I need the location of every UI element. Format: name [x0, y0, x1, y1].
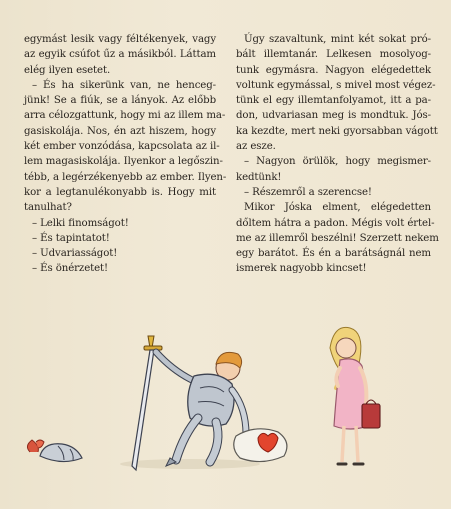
- left-column-text-line: – Udvariasságot!: [32, 248, 118, 260]
- right-column-text-line: ismerek nagyobb kincset!: [236, 263, 367, 275]
- right-column-text-line: egy barátot. És én a barátságnál nem: [236, 248, 431, 260]
- right-column-text-line: kedtünk!: [236, 171, 282, 183]
- pillow-with-heart-icon: [234, 429, 287, 462]
- left-column-text-line: jünk! Se a fiúk, se a lányok. Az előbb: [24, 95, 216, 107]
- right-column-text-line: me az illemről beszélni! Szerzett nekem: [236, 232, 439, 244]
- left-column-text-line: tébb, a legérzékenyebb az ember. Ilyen-: [24, 171, 227, 183]
- knight-figure: [156, 352, 246, 466]
- left-column-text-line: két ember vonzódása, kapcsolata az il-: [24, 141, 220, 153]
- left-column-text-line: kor a legtanulékonyabb is. Hogy mit: [24, 186, 216, 198]
- left-column-text-line: gasiskolája. Nos, én azt hiszem, hogy: [24, 125, 216, 137]
- helmet-on-ground-icon: [27, 440, 82, 462]
- right-column-text-line: ka kezdte, mert neki gyorsabban vágott: [236, 125, 438, 137]
- right-column-text-line: Mikor Jóska elment, elégedetten: [244, 202, 431, 214]
- left-text-column: [24, 32, 227, 277]
- girl-figure: [330, 327, 380, 464]
- left-column-text-line: az egyik csúfot űz a másikból. Láttam: [24, 49, 216, 61]
- knight-and-girl-illustration: [0, 318, 451, 509]
- left-column-text-line: – Lelki finomságot!: [32, 217, 129, 229]
- left-column-text-line: arra célozgattunk, hogy mi az illem ma-: [24, 110, 226, 122]
- right-column-text-line: Úgy szavaltunk, mint két sokat pró-: [244, 34, 431, 45]
- right-column-text-line: – Nagyon örülök, hogy megismer-: [244, 156, 431, 168]
- right-text-column: [236, 32, 439, 277]
- right-column-text-line: tunk egymásra. Nagyon elégedettek: [236, 64, 431, 76]
- right-column-text-line: bált illemtanár. Lelkesen mosolyog-: [236, 49, 431, 61]
- left-column-text-line: tanulhat?: [24, 202, 72, 214]
- left-column-text-line: – És tapintatot!: [32, 232, 110, 244]
- right-column-text-line: dőltem hátra a padon. Mégis volt értel-: [236, 217, 435, 229]
- right-column-text-line: voltunk egymással, s mivel most végez-: [236, 79, 436, 91]
- left-column-text-line: – És ha sikerünk van, ne henceg-: [32, 79, 216, 91]
- left-column-text-line: egymást lesik vagy féltékenyek, vagy: [24, 34, 216, 45]
- right-column-text-line: az esze.: [236, 141, 276, 153]
- right-column-text-line: tünk el egy illemtanfolyamot, itt a pa-: [236, 95, 431, 107]
- right-column-text-line: don, udvariasan meg is mondtuk. Jós-: [236, 110, 431, 122]
- left-column-text-line: lem magasiskolája. Ilyenkor a legőszin-: [24, 156, 223, 168]
- left-column-text-line: – És önérzetet!: [32, 263, 109, 275]
- right-column-text-line: – Részemről a szerencse!: [244, 186, 372, 198]
- left-column-text-line: elég ilyen esetet.: [24, 64, 111, 76]
